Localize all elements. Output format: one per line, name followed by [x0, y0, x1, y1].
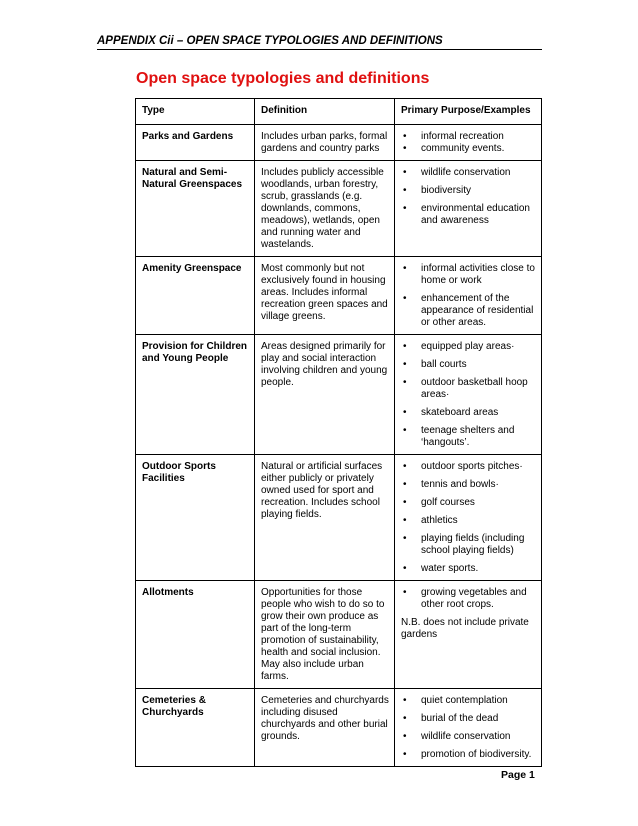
example-item: • quiet contemplation: [401, 695, 536, 707]
examples-cell: [395, 161, 542, 257]
type-cell: Provision for Children and Young People: [136, 335, 255, 455]
table-row-natural-greenspaces: [136, 161, 542, 257]
example-item: • outdoor sports pitches·: [401, 461, 536, 473]
examples-list: [401, 263, 536, 329]
examples-list: [401, 167, 536, 227]
table-row-outdoor-sports: [136, 455, 542, 581]
example-item: • equipped play areas·: [401, 341, 536, 353]
definition-cell: Most commonly but not exclusively found in housing areas. Includes informal recreation green spaces and village greens.: [255, 257, 395, 335]
column-header-type: Type: [136, 99, 255, 125]
definition-cell: Natural or artificial surfaces either publicly or privately owned used for sport and recreation. Includes school playing fields.: [255, 455, 395, 581]
examples-cell: [395, 257, 542, 335]
typologies-table: [135, 98, 542, 767]
example-item: • promotion of biodiversity.: [401, 749, 536, 761]
type-cell: Parks and Gardens: [136, 125, 255, 161]
example-item: • golf courses: [401, 497, 536, 509]
type-cell: Cemeteries & Churchyards: [136, 689, 255, 767]
page-number: Page 1: [501, 769, 535, 781]
definition-cell: Includes urban parks, formal gardens and country parks: [255, 125, 395, 161]
example-item: • skateboard areas: [401, 407, 536, 419]
example-item: • athletics: [401, 515, 536, 527]
table-row-children-young-people: [136, 335, 542, 455]
examples-cell: [395, 455, 542, 581]
examples-cell: [395, 335, 542, 455]
definition-cell: Cemeteries and churchyards including disused churchyards and other burial grounds.: [255, 689, 395, 767]
examples-cell: [395, 125, 542, 161]
table-row-amenity-greenspace: [136, 257, 542, 335]
example-item: • outdoor basketball hoop areas·: [401, 377, 536, 401]
example-item: • ball courts: [401, 359, 536, 371]
examples-list: [401, 695, 536, 761]
example-item: • burial of the dead: [401, 713, 536, 725]
column-header-definition: Definition: [255, 99, 395, 125]
type-cell: Amenity Greenspace: [136, 257, 255, 335]
type-cell: Outdoor Sports Facilities: [136, 455, 255, 581]
table-row-allotments: [136, 581, 542, 689]
examples-list: [401, 131, 536, 155]
definition-cell: Opportunities for those people who wish to do so to grow their own produce as part of the long-term promotion of sustainability, health and social inclusion. May also include urban farms.: [255, 581, 395, 689]
definition-cell: Areas designed primarily for play and social interaction involving children and young people.: [255, 335, 395, 455]
table-row-cemeteries: [136, 689, 542, 767]
column-header-purpose: Primary Purpose/Examples: [395, 99, 542, 125]
example-item: • biodiversity: [401, 185, 536, 197]
examples-cell: [395, 581, 542, 689]
example-item: • teenage shelters and ‘hangouts’.: [401, 425, 536, 449]
definition-cell: Includes publicly accessible woodlands, urban forestry, scrub, grasslands (e.g. downlands, commons, meadows), wetlands, open and running water and wastelands.: [255, 161, 395, 257]
example-item: • water sports.: [401, 563, 536, 575]
page-header: APPENDIX Cii – OPEN SPACE TYPOLOGIES AND DEFINITIONS: [97, 35, 542, 50]
examples-note: N.B. does not include private gardens: [401, 617, 529, 640]
example-item: • environmental education and awareness: [401, 203, 536, 227]
examples-cell: [395, 689, 542, 767]
example-item: • enhancement of the appearance of residential or other areas.: [401, 293, 536, 329]
example-item: • informal recreation: [401, 131, 536, 143]
example-item: • tennis and bowls·: [401, 479, 536, 491]
examples-list: [401, 587, 536, 611]
type-cell: Natural and Semi-Natural Greenspaces: [136, 161, 255, 257]
example-item: • informal activities close to home or work: [401, 263, 536, 287]
examples-list: [401, 341, 536, 449]
example-item: • playing fields (including school playing fields): [401, 533, 536, 557]
example-item: • growing vegetables and other root crops.: [401, 587, 536, 611]
examples-list: [401, 461, 536, 575]
example-item: • wildlife conservation: [401, 167, 536, 179]
table-row-parks-and-gardens: [136, 125, 542, 161]
document-title: Open space typologies and definitions: [136, 70, 430, 87]
example-item: • community events.: [401, 143, 536, 155]
type-cell: Allotments: [136, 581, 255, 689]
table-header-row: [136, 99, 542, 125]
example-item: • wildlife conservation: [401, 731, 536, 743]
